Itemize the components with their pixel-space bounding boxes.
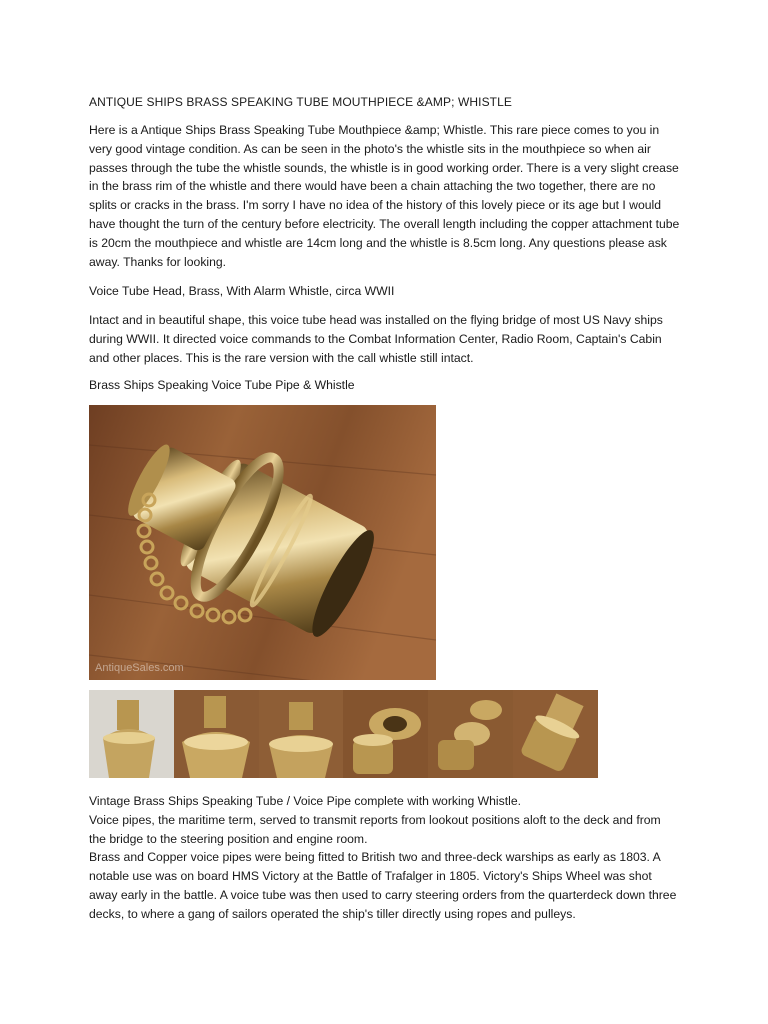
voice-tube-paragraph: Intact and in beautiful shape, this voice tube head was installed on the flying bridge of most US Navy ships during WWII. It directed voice commands to the Combat Information Center, Radio Room, Captain's Cabin and other places. This is the rare version with the call whistle still intact. xyxy=(89,313,663,365)
history-section xyxy=(89,792,681,924)
thumbnail-6 xyxy=(513,690,598,778)
main-product-photo xyxy=(89,405,436,680)
brass-tube-illustration xyxy=(89,405,436,680)
history-hms-victory: Brass and Copper voice pipes were being fitted to British two and three-deck warships as early as 1803. A notable use was on board HMS Victory at the Battle of Trafalger in 1805. Victory's Ships Wheel was shot away early in the battle. A voice tube was then used to carry steering orders from the quarterdeck down three decks, to where a gang of sailors operated the ship's tiller directly using ropes and pulleys. xyxy=(89,850,677,921)
thumbnail-image xyxy=(259,690,344,778)
thumbnail-3 xyxy=(259,690,344,778)
thumbnail-image xyxy=(428,690,513,778)
thumbnail-4 xyxy=(343,690,428,778)
document-title: ANTIQUE SHIPS BRASS SPEAKING TUBE MOUTHPIECE &AMP; WHISTLE xyxy=(89,95,512,109)
description-paragraph: Here is a Antique Ships Brass Speaking Tube Mouthpiece &amp; Whistle. This rare piece comes to you in very good vintage condition. As can be seen in the photo's the whistle sits in the mouthpiece so when air passes through the tube the whistle sounds, the whistle is in good working order. There is a very slight crease in the brass rim of the whistle and there would have been a chain attaching the two together, there are no splits or cracks in the brass. I'm sorry I have no idea of the history of this lovely piece or its age but I would have thought the turn of the century before electricity. The overall length including the copper attachment tube is 20cm the mouthpiece and whistle are 14cm long and the whistle is 8.5cm long. Any questions please ask away. Thanks for looking. xyxy=(89,123,680,269)
thumbnail-5 xyxy=(428,690,513,778)
thumbnail-image xyxy=(174,690,259,778)
thumbnail-image xyxy=(343,690,428,778)
thumbnail-image xyxy=(513,690,598,778)
thumbnail-2 xyxy=(174,690,259,778)
photo-caption: Brass Ships Speaking Voice Tube Pipe & Whistle xyxy=(89,378,355,392)
history-voice-pipes: Voice pipes, the maritime term, served to transmit reports from lookout positions aloft to the deck and from the bridge to the steering position and engine room. xyxy=(89,812,661,846)
history-intro: Vintage Brass Ships Speaking Tube / Voice Pipe complete with working Whistle. xyxy=(89,794,521,808)
voice-tube-heading: Voice Tube Head, Brass, With Alarm Whistle, circa WWII xyxy=(89,284,395,298)
thumbnail-image xyxy=(89,690,174,778)
thumbnail-strip xyxy=(89,690,598,778)
photo-watermark: AntiqueSales.com xyxy=(95,662,184,674)
thumbnail-1 xyxy=(89,690,174,778)
